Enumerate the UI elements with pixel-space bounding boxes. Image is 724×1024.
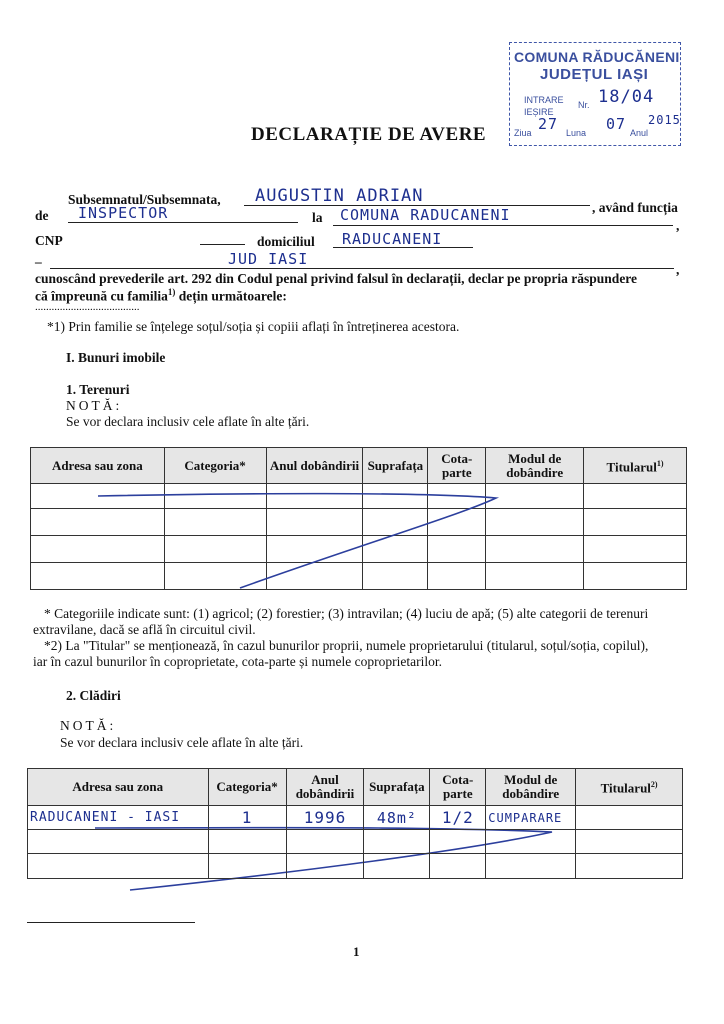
family-sup: 1) [167,287,176,297]
cell [286,854,364,879]
stamp-ziua-value: 27 [538,115,559,133]
th-titular-sup: 2) [650,780,658,790]
note-categorii: * Categoriile indicate sunt: (1) agricol; (2) forestier; (3) intravilan; (4) luciu de apă; (5) alte categorii de terenuri [44,606,649,621]
footnote-separator [27,922,195,923]
th-titular [576,769,683,806]
cladiri-nota-text: Se vor declara inclusiv cele aflate în alte țări. [60,735,304,750]
cell [486,830,576,854]
de-label: de [35,208,49,223]
th-categoria: Categoria* [208,769,286,806]
cell [28,854,209,879]
note-categorii-2: extravilane, dacă se află în circuitul civil. [33,622,256,637]
domiciliul-value: RADUCANENI [342,230,443,248]
cell-titular [576,806,683,830]
cell [208,830,286,854]
table-row [28,806,683,830]
cell-anul: 1996 [286,806,364,830]
th-categoria: Categoria* [164,448,266,484]
stamp-county: JUDEȚUL IAȘI [540,66,649,83]
th-modul: Modul de dobândire [486,769,576,806]
cell [430,854,486,879]
cell [28,830,209,854]
institutia-value: COMUNA RADUCANENI [340,206,511,224]
avand-functia-label: , având funcția [592,200,678,215]
th-titular-sup: 1) [656,458,664,468]
domiciliul-label: domiciliul [257,234,315,249]
th-titular-text: Titularul [600,780,651,796]
terenuri-nota-text: Se vor declara inclusiv cele aflate în alte țări. [66,414,310,429]
stamp-nr-value: 18/04 [598,87,655,107]
th-adresa: Adresa sau zona [31,448,165,484]
cell [430,830,486,854]
cunoscand-text: cunoscând prevederile art. 292 din Codul penal privind falsul în declarații, declar pe propria răspundere [35,271,638,286]
comma-1: , [676,218,680,233]
th-adresa: Adresa sau zona [28,769,209,806]
th-anul: Anul dobândirii [286,769,364,806]
note-titular-2: iar în cazul bunurilor în coproprietate, cota-parte și numele coproprietarilor. [33,654,442,669]
stamp-luna-value: 07 [606,115,627,133]
cell [576,830,683,854]
functia-value: INSPECTOR [78,204,169,222]
document-title: DECLARAȚIE DE AVERE [251,124,487,145]
note-titular: *2) La "Titular" se menționează, în cazul bunurilor proprii, numele proprietarului (titularul, soțul/soția, copilul), [44,638,649,653]
la-label: la [312,210,323,225]
comma-2: , [676,262,680,277]
name-value: AUGUSTIN ADRIAN [255,186,424,206]
terenuri-nota: NOTĂ: [66,398,123,413]
cnp-label: CNP [35,233,63,248]
th-suprafata: Suprafața [364,769,430,806]
cladiri-table [27,768,683,879]
stamp-ziua-label: Ziua [514,128,532,138]
table-row [28,854,683,879]
judet-value: JUD IASI [228,250,309,268]
table-row [28,830,683,854]
page-number: 1 [353,944,360,959]
cell [286,830,364,854]
cladiri-nota: NOTĂ: [60,718,117,733]
cell [486,854,576,879]
stamp-luna-label: Luna [566,128,587,138]
cladiri-heading: 2. Clădiri [66,688,121,703]
cell-adresa: RADUCANENI - IASI [28,806,209,830]
dots-line: ...................................... [35,301,140,313]
stamp-anul-label: Anul [630,128,649,138]
cell-suprafata: 48m² [364,806,430,830]
footnote-family: *1) Prin familie se înțelege soțul/soția și copiii aflați în întreținerea acestora. [47,319,460,334]
dash-label: – [35,254,42,269]
cell [576,854,683,879]
cladiri-header-row [28,769,683,806]
cell-modul: CUMPARARE [486,806,576,830]
stamp-intrare: INTRARE [524,95,564,105]
detin-text: dețin următoarele: [175,288,287,304]
cell-categoria: 1 [208,806,286,830]
stamp-iesire: IEȘIRE [524,107,554,117]
th-cota: Cota-parte [428,448,486,484]
ca-impreuna-main: că împreună cu familia [35,288,168,304]
cell [364,854,430,879]
stamp-nr-label: Nr. [578,100,590,110]
cell [364,830,430,854]
cell [208,854,286,879]
stamp-commune: COMUNA RĂDUCĂNENI [514,49,680,65]
th-suprafata: Suprafața [363,448,428,484]
th-anul: Anul dobândirii [266,448,363,484]
th-modul: Modul de dobândire [486,448,584,484]
cell-cota: 1/2 [430,806,486,830]
terenuri-heading: 1. Terenuri [66,382,130,397]
subsemnatul-label: Subsemnatul/Subsemnata, [68,192,221,207]
section-bunuri-imobile: I. Bunuri imobile [66,350,166,365]
th-cota: Cota-parte [430,769,486,806]
th-titular-text: Titularul [606,459,657,475]
stamp-anul-value: 2015 [648,113,681,127]
